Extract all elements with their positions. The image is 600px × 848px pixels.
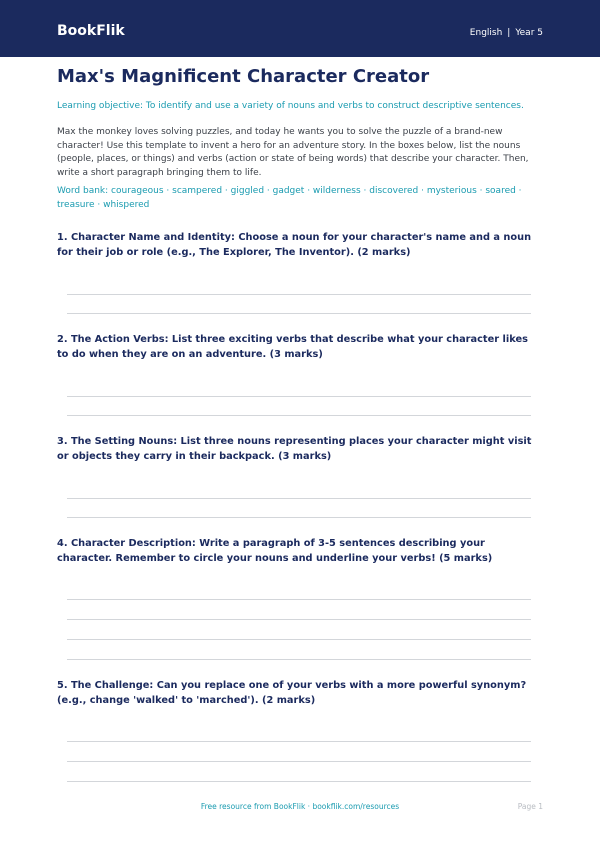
answer-line-5c[interactable] [67,781,531,782]
subject-label: English [469,28,503,38]
header-meta [470,27,543,39]
header-bar [0,0,600,57]
question-5: 5. The Challenge: Can you replace one of your verbs with a more powerful synonym? (e.g., change 'walked' to 'marched'). (2 marks) [57,680,527,706]
answer-line-4a[interactable] [67,599,531,600]
learning-objective: Learning objective: To identify and use a variety of nouns and verbs to construct descriptive sentences. [57,101,524,111]
answer-line-3a[interactable] [67,498,531,499]
answer-line-4b[interactable] [67,619,531,620]
answer-line-4c[interactable] [67,639,531,640]
answer-line-2b[interactable] [67,415,531,416]
worksheet-title: Max's Magnificent Character Creator [57,66,430,87]
intro-paragraph: Max the monkey loves solving puzzles, and today he wants you to solve the puzzle of a brand-new character! Use this template to invent a hero for an adventure story. In the boxes below, list the nouns (people, places, or things) and verbs (action or state of being words) that describe your character. Then, write a short paragraph bringing them to life. [57,127,529,178]
year-label: Year 5 [515,28,543,38]
answer-line-4d[interactable] [67,659,531,660]
question-3: 3. The Setting Nouns: List three nouns representing places your character might visit or objects they carry in their backpack. (3 marks) [57,436,532,462]
question-2: 2. The Action Verbs: List three exciting verbs that describe what your character likes to do when they are on an adventure. (3 marks) [57,334,528,360]
question-4: 4. Character Description: Write a paragraph of 3-5 sentences describing your character. Remember to circle your nouns and underline your verbs! (5 marks) [57,538,493,564]
brand-logo: BookFlik [57,23,125,39]
word-bank: Word bank: courageous · scampered · giggled · gadget · wilderness · discovered · mysterious · soared · treasure · whispered [57,186,522,210]
question-1: 1. Character Name and Identity: Choose a noun for your character's name and a noun for their job or role (e.g., The Explorer, The Inventor). (2 marks) [57,232,532,258]
answer-line-5b[interactable] [67,761,531,762]
header-separator: | [507,28,511,38]
answer-line-1b[interactable] [67,313,531,314]
page-number: Page 1 [517,802,543,811]
answer-line-3b[interactable] [67,517,531,518]
footer-text[interactable]: Free resource from BookFlik · bookflik.com/resources [200,802,400,811]
answer-line-5a[interactable] [67,741,531,742]
answer-line-1a[interactable] [67,294,531,295]
answer-line-2a[interactable] [67,396,531,397]
